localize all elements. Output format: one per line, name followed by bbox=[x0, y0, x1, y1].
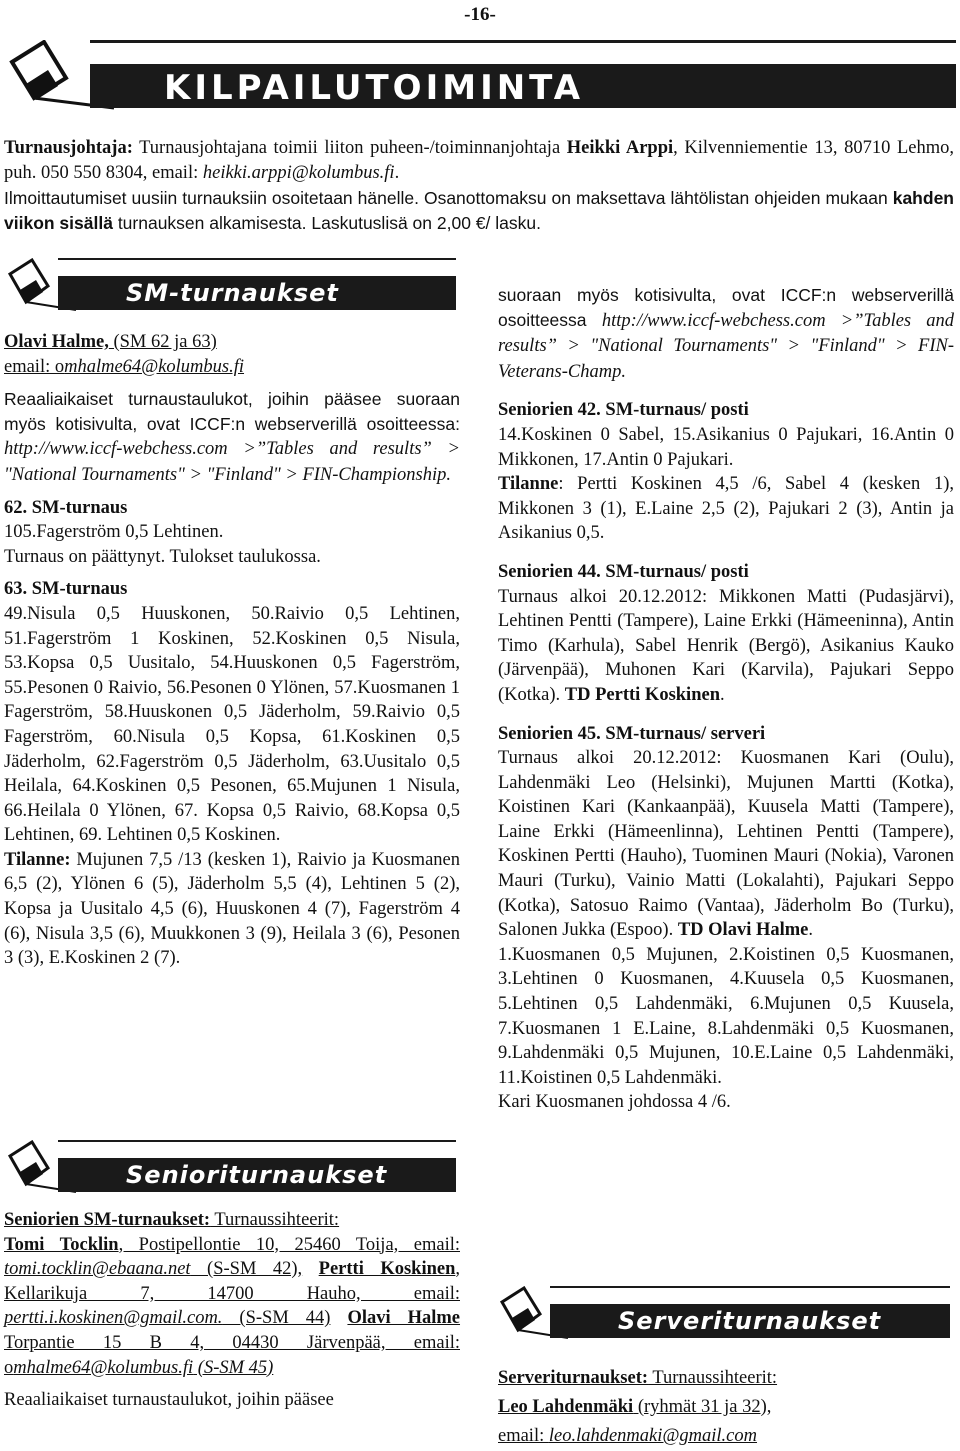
banner-title: SM-turnaukset bbox=[126, 279, 339, 307]
section-title: KILPAILUTOIMINTA bbox=[164, 68, 585, 108]
t62-title: 62. SM-turnaus bbox=[4, 497, 128, 518]
intro-paragraph bbox=[4, 136, 954, 236]
s45-results: 1.Kuosmanen 0,5 Mujunen, 2.Koistinen 0,5 Kuosmanen, 3.Lehtinen 0 Kuosmanen, 4.Kuusela 0,5 Kuosmanen, 5.Lehtinen 0,5 Lahdenmäki, 6.Mujunen 0,5 Kuusela, 7.Kuosmanen 1 E.Laine, 8.Lahdenmäki 0,5 Kuosmanen, 9.Lahdenmäki 0,5 Mujunen, 10.E.Laine 0,5 Lahdenmäki, 11.Koistinen 0,5 Lahdenmäki. bbox=[498, 944, 954, 1088]
server-email[interactable]: leo.lahdenmaki@gmail.com bbox=[548, 1426, 758, 1446]
server-groups: (ryhmät 31 ja 32), bbox=[633, 1397, 772, 1417]
s45-td: TD Olavi Halme bbox=[677, 920, 809, 941]
director2-email[interactable]: pertti.i.koskinen@gmail.com. bbox=[4, 1308, 223, 1329]
deadline-text: kahden viikon sisällä bbox=[4, 188, 954, 233]
t63-results: 49.Nisula 0,5 Huuskonen, 50.Raivio 0,5 Lehtinen, 51.Fagerström 1 Koskinen, 52.Koskinen 0,5 Nisula, 53.Kopsa 0,5 Uusitalo, 54.Huuskonen 0,5 Fagerström, 55.Pesonen 0 Raivio, 56.Pesonen 0 Ylönen, 57.Kuosmanen 1 Fagerström, 58.Huuskonen 0,5 Jäderholm, 59.Raivio 0,5 Fagerström, 60.Nisula 0,5 Kopsa, 61.Koskinen 0,5 Jäderholm, 62.Fagerström 0,5 Jäderholm, 63.Uusitalo 0,5 Heilala, 64.Koskinen 0,5 Pesonen, 65.Mujunen 1 Nisula, 66.Heilala 0 Ylönen, 67. Kopsa 0,5 Raivio, 68.Kopsa 0,5 Lehtinen, 69. Lehtinen 0,5 Koskinen. bbox=[4, 603, 460, 846]
intro-text-5: turnauksen alkamisesta. Laskutuslisä on 2,00 €/ lasku. bbox=[112, 213, 541, 233]
sm-turnaukset-banner bbox=[6, 258, 458, 314]
contact-name: Olavi Halme, bbox=[4, 332, 109, 352]
intro-text-3: . bbox=[394, 163, 400, 183]
left-column bbox=[4, 330, 460, 971]
page-number: -16- bbox=[464, 4, 496, 25]
s45-lead: Kari Kuosmanen johdossa 4 /6. bbox=[498, 1092, 731, 1113]
s42-title: Seniorien 42. SM-turnaus/ posti bbox=[498, 400, 749, 421]
director2-address: , Kellarikuja 7, 14700 Hauho, email: bbox=[4, 1259, 460, 1304]
intro-text-2: , Kilvenniementie 13, 80710 Lehmo, puh. 050 550 8304, email: bbox=[4, 138, 954, 183]
director1-address: , Postipellontie 10, 25460 Toija, email: bbox=[118, 1234, 460, 1255]
director3-tag: (S-SM 45) bbox=[193, 1357, 274, 1378]
directors-rest: Turnaussihteerit: bbox=[210, 1210, 340, 1230]
s42-status: : Pertti Koskinen 4,5 /6, Sabel 4 (kesken 1), Mikkonen 3 (1), E.Laine 2,5 (2), Pajukari 2 (3), Antin ja Asikanius 0,5. bbox=[498, 474, 954, 544]
server-email-label: email: bbox=[498, 1426, 549, 1446]
contact-tournaments: (SM 62 ja 63) bbox=[108, 332, 217, 352]
realtime-continued: suoraan myös kotisivulta, ovat ICCF:n webserverillä osoitteessa bbox=[498, 285, 954, 330]
s45-title: Seniorien 45. SM-turnaus/ serveri bbox=[498, 723, 766, 744]
s42-status-label: Tilanne bbox=[498, 474, 559, 495]
banner-title: Serveriturnaukset bbox=[618, 1307, 882, 1335]
director1-email[interactable]: tomi.tocklin@ebaana.net bbox=[4, 1259, 191, 1280]
s44-end: . bbox=[720, 684, 725, 705]
email-label: email: o bbox=[4, 356, 65, 377]
director2-name: Pertti Koskinen bbox=[318, 1259, 456, 1280]
director3-email[interactable]: mhalme64@kolumbus.fi bbox=[13, 1357, 194, 1378]
senioriturnaukset-banner bbox=[6, 1140, 458, 1196]
server-directors bbox=[498, 1364, 954, 1451]
director-email[interactable]: heikki.arppi@kolumbus.fi bbox=[202, 163, 395, 183]
server-label: Serveriturnaukset: bbox=[498, 1368, 649, 1388]
director2-tag: (S-SM 44) bbox=[222, 1308, 331, 1329]
intro-text-4: Ilmoittautumiset uusiin turnauksiin osoitetaan hänelle. Osanottomaksu on maksettava lähtölistan ohjeiden mukaan bbox=[4, 188, 893, 208]
director-name: Heikki Arppi bbox=[566, 138, 674, 158]
s42-results: 14.Koskinen 0 Sabel, 15.Asikanius 0 Pajukari, 16.Antin 0 Mikkonen, 17.Antin 0 Pajukari. bbox=[498, 424, 954, 470]
s45-text: Turnaus alkoi 20.12.2012: Kuosmanen Kari (Oulu), Lahdenmäki Leo (Helsinki), Mujunen Martti (Kotka), Koistinen Kari (Kankaanpää), Kuusela Matti (Tampere), Laine Erkki (Hämeenlinna), Lehtinen Pentti (Tampere), Koskinen Pertti (Hauho), Tuominen Mauri (Nokia), Varonen Mauri (Turku), Vainio Matti (Lokalahti), Pajukari Seppo (Kotka), Satosuo Raimo (Vantaa), Jäderholm Bo (Turku), Salonen Jukka (Espoo). bbox=[498, 748, 954, 941]
realtime-link-2[interactable]: http://www.iccf-webchess.com >”Tables and results” > "National Tournaments" > "Finland" > FIN-Veterans-Champ. bbox=[498, 310, 955, 382]
s44-text: Turnaus alkoi 20.12.2012: Mikkonen Matti (Pudasjärvi), Lehtinen Pentti (Tampere), Laine Erkki (Hämeeninna), Antin Timo (Karhula), Sabel Henrik (Bergö), Asikanius Kauko (Järvenpää), Muhonen Kari (Karvila), Pajukari Seppo (Kotka). bbox=[498, 586, 954, 705]
banner-title: Senioriturnaukset bbox=[126, 1161, 388, 1189]
director3-address: Torpantie 15 B 4, 04430 Järvenpää, email: o bbox=[4, 1332, 460, 1378]
intro-text: Turnausjohtajana toimii liiton puheen-/toiminnanjohtaja bbox=[132, 138, 567, 158]
senior-directors bbox=[4, 1208, 460, 1413]
realtime-start: Reaaliaikaiset turnaustaulukot, joihin pääsee bbox=[4, 1390, 334, 1411]
s44-td: TD Pertti Koskinen bbox=[564, 684, 720, 705]
t62-line2: Turnaus on päättynyt. Tulokset taulukossa. bbox=[4, 546, 321, 567]
s45-end: . bbox=[808, 920, 813, 941]
director3-name: Olavi Halme bbox=[347, 1308, 461, 1329]
directors-label: Seniorien SM-turnaukset: bbox=[4, 1210, 211, 1230]
main-header-banner bbox=[4, 40, 956, 110]
contact-email[interactable]: mhalme64@kolumbus.fi bbox=[64, 356, 245, 377]
t63-title: 63. SM-turnaus bbox=[4, 579, 128, 600]
server-director-name: Leo Lahdenmäki bbox=[498, 1397, 634, 1417]
serveriturnaukset-banner bbox=[498, 1286, 954, 1342]
t63-status: Mujunen 7,5 /13 (kesken 1), Raivio ja Kuosmanen 6,5 (2), Ylönen 6 (5), Jäderholm 5,5 (4), Lehtinen 5 (2), Kopsa ja Uusitalo 4,5 (6), Huuskonen 4 (7), Fagerström 4 (6), Nisula 3,5 (6), Muukkonen 3 (9), Heilala 3 (6), Pesonen 3 (3), E.Koskinen 2 (7). bbox=[4, 849, 460, 969]
director1-name: Tomi Tocklin bbox=[4, 1234, 119, 1255]
right-column bbox=[498, 283, 954, 1115]
director1-tag: (S-SM 42), bbox=[190, 1259, 303, 1280]
realtime-link[interactable]: http://www.iccf-webchess.com >”Tables and results” > "National Tournaments" > "Finland" > FIN-Championship. bbox=[4, 439, 460, 485]
intro-label: Turnausjohtaja: bbox=[4, 138, 133, 158]
server-rest: Turnaussihteerit: bbox=[648, 1368, 778, 1388]
t63-status-label: Tilanne: bbox=[4, 849, 71, 870]
s44-title: Seniorien 44. SM-turnaus/ posti bbox=[498, 561, 749, 582]
t62-line1: 105.Fagerström 0,5 Lehtinen. bbox=[4, 522, 224, 543]
realtime-text: Reaaliaikaiset turnaustaulukot, joihin pääsee suoraan myös kotisivulta, ovat ICCF:n webserverillä osoitteessa: bbox=[4, 389, 460, 434]
